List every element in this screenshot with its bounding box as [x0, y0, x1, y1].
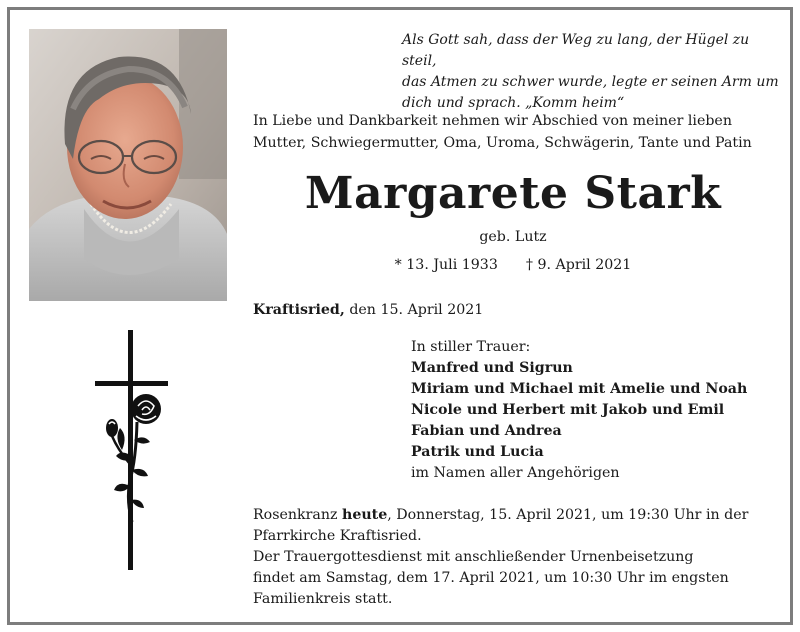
funeral-line: findet am Samstag, dem 17. April 2021, um 10:30 Uhr im engsten	[253, 570, 729, 586]
mourners-footer: im Namen aller Angehörigen	[411, 465, 620, 481]
service-info	[253, 505, 783, 610]
place-date	[253, 299, 483, 321]
mourners-list	[411, 337, 781, 484]
birth-name: geb. Lutz	[479, 229, 547, 245]
place-name: Kraftisried,	[253, 302, 345, 318]
quote-line: das Atmen zu schwer wurde, legte er seinen Arm um	[402, 74, 779, 90]
cross-with-rose-icon	[92, 330, 172, 572]
quote-line: dich und sprach. „Komm heim“	[402, 95, 625, 111]
rosary-label: Rosenkranz	[253, 507, 342, 523]
mourner-name: Fabian und Andrea	[411, 423, 562, 439]
funeral-line: Familienkreis statt.	[253, 591, 393, 607]
portrait-photo	[29, 29, 227, 301]
deceased-name: Margarete Stark	[304, 168, 722, 219]
mourner-name: Nicole und Herbert mit Jakob und Emil	[411, 402, 725, 418]
rosary-today: heute	[342, 507, 388, 523]
intro-text	[253, 110, 773, 154]
intro-line: Mutter, Schwiegermutter, Oma, Uroma, Schwägerin, Tante und Patin	[253, 135, 752, 151]
quote-line: Als Gott sah, dass der Weg zu lang, der Hügel zu steil,	[402, 32, 750, 69]
rosary-details: , Donnerstag, 15. April 2021, um 19:30 Uhr in der	[387, 507, 749, 523]
death-date: † 9. April 2021	[525, 257, 632, 273]
birth-date: * 13. Juli 1933	[394, 257, 498, 273]
mourner-name: Miriam und Michael mit Amelie und Noah	[411, 381, 748, 397]
intro-line: In Liebe und Dankbarkeit nehmen wir Abschied von meiner lieben	[253, 113, 732, 129]
notice-date: den 15. April 2021	[349, 302, 484, 318]
mourners-heading: In stiller Trauer:	[411, 339, 531, 355]
life-dates	[253, 254, 773, 276]
rosary-location: Pfarrkirche Kraftisried.	[253, 528, 422, 544]
mourner-name: Manfred und Sigrun	[411, 360, 573, 376]
mourner-name: Patrik und Lucia	[411, 444, 544, 460]
funeral-line: Der Trauergottesdienst mit anschließender Urnenbeisetzung	[253, 549, 694, 565]
rosary-line	[253, 505, 783, 526]
poem-quote	[402, 30, 782, 114]
